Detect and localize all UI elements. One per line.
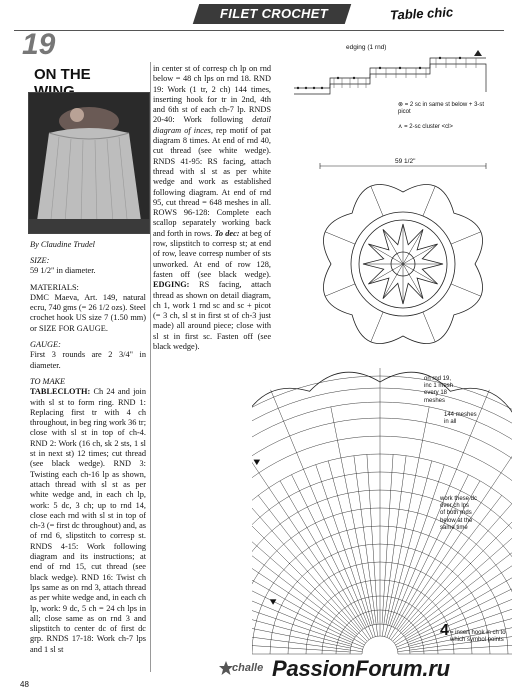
to-make-label: TO MAKE: [30, 376, 66, 386]
note-dc-line: same time: [440, 524, 468, 531]
chart-stitch-line: [390, 465, 445, 626]
note-rnd19-line: inc 1 mesh: [424, 383, 454, 390]
legend-cluster-text: = 2-sc cluster <cl>: [404, 124, 453, 130]
to-dec-text: at beg of row, slipstitch to corresp st; at end of row, leave corresp number of sts unworked. At end of row 128, fasten off (see black wedge).: [153, 228, 271, 279]
diameter-label: 59 1/2": [395, 158, 416, 165]
chart-stitch-line: [252, 605, 351, 648]
picot-symbol-icon: ⊗: [398, 102, 404, 108]
pattern-title: ON THE: [34, 66, 91, 83]
tablecloth-heading: TABLECLOTH:: [30, 387, 91, 397]
byline: By Claudine Trudel: [30, 240, 95, 249]
note-dc-line: over ch lps: [440, 503, 470, 510]
tablecloth-text: Ch 24 and join with sl st to form ring. RND 1: Replacing first tr with 4 ch throughout, in beg ring work 36 tr; close with sl st in top of ch-4. RND 2: Work (16 ch, sk 2 sts, 1 sl st in next st) 12 times; cut thread (see black wedge). RND 3: Twisting each ch-16 lp as shown, attach thread with sl st as per white wedge and, in each ch lp, work: 5 dc, 3 ch; up to rnd 14, close each rnd with sl st in top of ch-3 (= first dc throughout) and, as of rnd 6, slipstitch to corresp st. RNDS 4-15: Work following diagram and its instructions; at end of rnd 15, cut thread (see black wedge). RND 16: Twist ch lps same as on rnd 3, attach thread as per white wedge and, in each ch lp, work: 9 dc, 5 ch = 24 ch lps in all; close same as on rnd 3 and slipstitch to center dc of first dc grp. RNDS 17-18: Work ch-7 lps and 1 sl st: [30, 387, 146, 654]
rosette-petal-line: [451, 284, 481, 296]
instructions-part2: rep motif of pat diagram 8 times. At end of rnd 40, cut thread (see white wedge). RNDS 41-95: RS facing, attach thread with sl st as per white wedge and work as established following diagram. At end of rnd 95, cut thread = 648 meshes in all. ROWS 96-128: Complete each scallop separately working back and forth in rows.: [153, 125, 272, 238]
note-rnd19-line: meshes: [424, 397, 446, 404]
edging-heading: EDGING:: [153, 280, 190, 290]
note-meshes: [444, 412, 508, 426]
instructions-part1: in center st of corresp ch lp on rnd below = 48 ch lps on rnd 18. RND 19: Work (1 tr, 2 ch) 144 times, inserting hook for tr in 2nd, 4th and 6th st of each ch-7 lp. RNDS 20-40: Work following: [153, 64, 271, 125]
note-hook-line: which symbol points: [450, 637, 504, 644]
page-number: 48: [20, 680, 29, 689]
chart-stitch-line: [252, 445, 363, 630]
chart-stitch-line: [258, 495, 369, 639]
chart-stitch-line: [252, 452, 367, 642]
gauge-label: GAUGE:: [30, 340, 61, 350]
instructions-left-column: [30, 256, 146, 661]
note-dc-line: below at the: [440, 517, 473, 524]
chart-stitch-line: [393, 452, 512, 642]
chart-stitch-line: [385, 461, 432, 637]
rosette-petal-line: [325, 284, 355, 296]
rosette-diagram: [298, 160, 508, 366]
to-dec-label: To dec:: [214, 228, 240, 238]
gauge-text: First 3 rounds are 2 3/4" in diameter.: [30, 350, 146, 370]
watermark: PassionForum.ru: [272, 656, 450, 681]
chart-stitch-line: [367, 454, 378, 624]
chart-stitch-line: [354, 456, 378, 637]
photo-illustration: [29, 93, 149, 233]
note-meshes-line: 144 meshes: [444, 412, 477, 418]
note-rnd19-line: on rnd 19,: [424, 376, 452, 382]
chart-wedge-marker: [254, 460, 260, 465]
chart-stitch-line: [252, 641, 350, 652]
edging-diagram: [290, 48, 506, 102]
rosette-petal-line: [451, 232, 481, 244]
edging-text: RS facing, attach thread as shown on detail diagram, ch 1, work 1 rnd sc and sc + picot (= 3 ch, sl st in first st of ch-3 just made) all around piece; close with sl st in first sc. Fasten off (see black wedge).: [153, 280, 271, 352]
chart-stitch-line: [382, 454, 393, 624]
cluster-symbol-icon: ⋏: [398, 124, 403, 130]
edging-label: edging (1 rnd): [346, 44, 387, 51]
legend-item-cluster: [398, 124, 498, 131]
rosette-petal-line: [371, 312, 383, 342]
note-dc-line: work these dc: [440, 496, 478, 502]
chart-round: [362, 636, 398, 654]
rosette-petal-line: [423, 186, 435, 216]
chart-round: [252, 418, 512, 654]
note-dc: [440, 496, 508, 532]
materials-text: DMC Maeva, Art. 149, natural ecru, 740 gms (= 26 1/2 ozs). Steel crochet hook US size 7 (1.50 mm) or SIZE FOR GAUGE.: [30, 292, 146, 333]
hook-arrow-icon: 4: [440, 622, 449, 639]
header-rule: [14, 30, 504, 31]
instructions-right-column: [153, 64, 271, 352]
chart-stitch-line: [316, 465, 371, 626]
pattern-number: 19: [22, 28, 56, 61]
size-label: SIZE:: [30, 256, 50, 265]
header-subtitle: Table chic: [389, 4, 454, 23]
note-meshes-line: in all: [444, 419, 457, 426]
materials-label: MATERIALS:: [30, 282, 79, 292]
size-text: 59 1/2" in diameter.: [30, 266, 96, 276]
column-rule: [150, 62, 151, 672]
chart-stitch-line: [386, 407, 429, 625]
tablecloth-photo: [28, 92, 150, 234]
rosette-petal-line: [371, 186, 383, 216]
detail-diagram-ref: detail diagram of inces,: [153, 115, 271, 135]
note-rnd19-line: every 18: [424, 390, 448, 397]
footer-logo: challe: [232, 662, 264, 674]
chart-wedge-marker: [270, 600, 276, 605]
chart-stitch-line: [382, 456, 406, 637]
legend-item-picot: [398, 102, 498, 116]
note-dc-line: of both rnds: [440, 510, 472, 517]
note-rnd19: [424, 376, 504, 405]
chart-stitch-line: [331, 407, 374, 625]
legend-picot-text: = 2 sc in same st below + 3-st picot: [398, 102, 485, 115]
chart-stitch-line: [252, 554, 364, 645]
header-banner-text: FILET CROCHET: [220, 6, 328, 21]
rosette-petal-line: [325, 232, 355, 244]
note-hook: [450, 630, 514, 644]
chart-stitch-line: [328, 461, 375, 637]
chart-stitch-line: [252, 522, 357, 634]
rosette-petal-line: [423, 312, 435, 342]
note-hook-line: = insert hook in ch to: [450, 630, 506, 636]
